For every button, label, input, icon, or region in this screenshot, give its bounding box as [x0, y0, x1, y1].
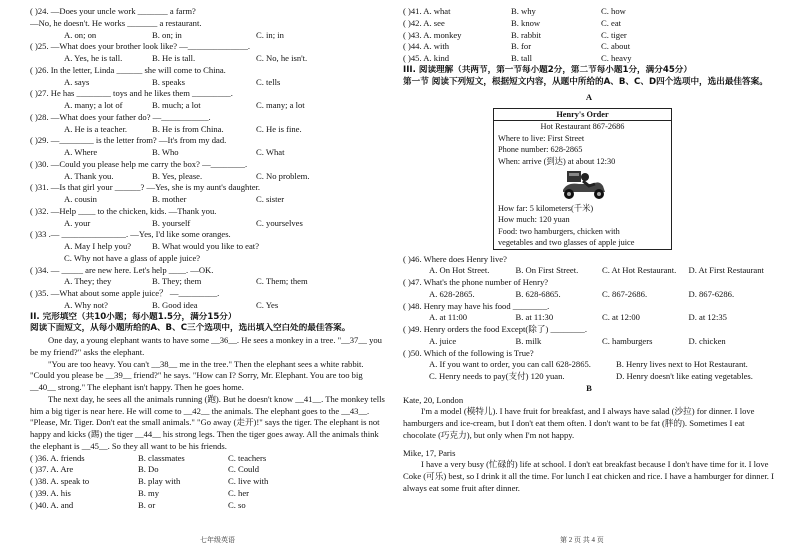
reading-question-options — [403, 312, 775, 324]
cloze-paragraph-2: "You are too heavy. You can't __38__ me in the tree." Then the elephant sees a white rabbit. "Could you please be __39__ friend?" he says. "How can I? Sorry, Mr. Elephant. You are too big __40__ strong." The elephant isn't happy. Then he goes home. — [30, 358, 364, 392]
left-column — [30, 6, 385, 511]
question-options — [30, 218, 385, 230]
cloze-option: ( )36. A. friends — [30, 452, 85, 463]
q50-option-b: B. Henry lives next to Hot Restaurant. — [616, 359, 748, 370]
mike-heading: Mike, 17, Paris — [403, 447, 456, 458]
cloze-options-left — [30, 453, 385, 512]
order-food-2: vegetables and two glasses of apple juice — [498, 238, 635, 248]
kate-text: I'm a model (模特儿). I have fruit for breakfast, and I always have salad (沙拉) for dinner. I love hamburgers and ice-cream, but I don't eat them often. I don't want to be fat (胖的). Sometimes I eat chocolate (巧克力), but only when I'm not happy. — [403, 406, 755, 440]
reading-option: D. chicken — [688, 335, 726, 346]
question-options — [30, 171, 385, 183]
option-c: C. He is fine. — [256, 123, 302, 134]
cloze-option: ( )41. A. what — [403, 6, 451, 16]
cloze-option-row — [30, 476, 385, 488]
q50-options-row2 — [403, 371, 775, 383]
cloze-paragraph-3: The next day, he sees all the animals running (跑). But he doesn't know __41__. The monkey tells him a big tiger is near here. He will come to __42__ the animals. The elephant goes to the __43__. "Please, Mr. Tiger. Don't eat the small animals." "Go away (走开)!" says the tiger. The elephant is not happy and kicks (踢) the tiger __44__ his strong legs. Then the tiger goes away. All the animals think the elephant is __45__. So they all want to be his friends. — [30, 393, 385, 451]
question-stem: —No, he doesn't. He works _______ a restaurant. — [30, 17, 202, 28]
option-c: C. No, he isn't. — [256, 53, 308, 63]
question-options — [30, 53, 385, 65]
reading-questions — [403, 254, 775, 348]
option-a: A. He is a teacher. — [64, 123, 127, 134]
section3-title: III. 阅读理解（共两节，第一节每小题2分，第二节每小题1分，满分45分） — [403, 64, 692, 75]
cloze-option-row — [403, 41, 775, 53]
cloze-option-row — [30, 488, 385, 500]
option-b: B. on; in — [152, 29, 182, 40]
cloze-option: ( )43. A. monkey — [403, 29, 462, 40]
reading-question-options — [403, 336, 775, 348]
option-a: A. says — [64, 76, 90, 87]
reading-option: A. On Hot Street. — [429, 265, 490, 276]
question-stem: ( )35. —What about some apple juice？ —_________. — [30, 288, 220, 298]
question-stem: ( )30. —Could you please help me carry the box? —________. — [30, 158, 248, 169]
cloze-option-row — [30, 464, 385, 476]
cloze-option-row — [403, 6, 775, 18]
cloze-option: C. Could — [228, 464, 260, 475]
question-stem: ( )28. —What does your father do? —___________. — [30, 111, 211, 122]
reading-option: D. 867-6286. — [688, 288, 735, 299]
cloze-option: B. or — [138, 499, 156, 510]
cloze-option-row — [30, 500, 385, 512]
reading-question-stem: ( )49. Henry orders the food Except(除了) ________. — [403, 324, 588, 335]
cloze-option: C. about — [601, 41, 631, 52]
question-stem: ( )29. —________ is the letter from? —It's from my dad. — [30, 135, 227, 146]
option-c: C. yourselves — [256, 217, 303, 228]
reading-question-stem: ( )48. Henry may have his food ________. — [403, 300, 550, 311]
cloze-option: C. heavy — [601, 53, 632, 63]
option-b: B. speaks — [152, 76, 185, 87]
order-box — [493, 108, 672, 250]
cloze-option: B. play with — [138, 476, 181, 486]
delivery-scooter-icon — [494, 167, 671, 203]
section3-instructions: 第一节 阅读下列短文，根据短文内容，从题中所给的A、B、C、D四个选项中，选出最佳答案。 — [403, 76, 768, 87]
reading-question-options — [403, 289, 775, 301]
option-a: A. cousin — [64, 194, 97, 204]
option-b: B. Yes, please. — [152, 170, 203, 181]
cloze-options-right — [403, 6, 775, 65]
cloze-option: C. live with — [228, 476, 269, 486]
order-where: Where to live: First Street — [498, 133, 585, 143]
order-food-1: Food: two hamburgers, chicken with — [498, 226, 620, 236]
reading-option: C. At Hot Restaurant. — [602, 265, 677, 276]
cloze-option: B. my — [138, 487, 160, 498]
question-stem: ( )27. He has ________ toys and he likes them _________. — [30, 88, 233, 99]
cloze-option: ( )38. A. speak to — [30, 476, 90, 486]
question-options — [30, 124, 385, 136]
cloze-paragraph-1: One day, a young elephant wants to have some __36__. He sees a monkey in a tree. "__37__ you be my friend?" asks the elephant. — [30, 335, 382, 357]
order-restaurant: Hot Restaurant 867-2686 — [540, 122, 625, 132]
question-options — [30, 194, 385, 206]
option-a: A. Thank you. — [64, 170, 114, 181]
option-a: A. Why not? — [64, 299, 108, 310]
option-b: B. What would you like to eat? — [152, 241, 260, 251]
footer-right: 第 2 页 共 4 页 — [560, 536, 604, 544]
passage-b-label: B — [586, 382, 592, 393]
question-options — [30, 100, 385, 112]
order-how-much: How much: 120 yuan — [498, 215, 570, 225]
reading-option: B. at 11:30 — [515, 312, 554, 323]
question-stem: ( )32. —Help ____ to the chicken, kids. —Thank you. — [30, 205, 217, 216]
reading-option: D. At First Restaurant — [688, 265, 764, 276]
question-options — [30, 30, 385, 42]
reading-option: C. 867-2686. — [602, 288, 648, 299]
reading-question-options — [403, 265, 775, 277]
option-c: C. What — [256, 147, 285, 157]
cloze-option: B. for — [511, 41, 532, 52]
option-b: B. He is from China. — [152, 123, 224, 134]
cloze-option: ( )42. A. see — [403, 17, 445, 28]
question-stem: ( )24. —Does your uncle work _______ a farm? — [30, 6, 196, 16]
reading-option: B. milk — [515, 335, 542, 346]
cloze-option: ( )45. A. kind — [403, 53, 450, 63]
reading-option: D. at 12:35 — [688, 312, 727, 323]
cloze-option: C. how — [601, 6, 626, 16]
option-a: A. May I help you? — [64, 241, 132, 251]
section2-instructions: 阅读下面短文，从每小题所给的A、B、C三个选项中，选出填入空白处的最佳答案。 — [30, 323, 351, 334]
question-options — [30, 241, 385, 253]
option-a: A. on; on — [64, 29, 97, 40]
order-how-far: How far: 5 kilometers(千米) — [498, 204, 594, 214]
option-a: A. Where — [64, 147, 98, 157]
option-b: B. much; a lot — [152, 100, 201, 110]
question-options: C. Why not have a glass of apple juice? — [64, 252, 201, 263]
cloze-option: ( )39. A. his — [30, 487, 71, 498]
option-c: C. Them; them — [256, 276, 308, 287]
option-b: B. He is tall. — [152, 53, 196, 63]
cloze-option: ( )40. A. and — [30, 499, 74, 510]
option-a: A. your — [64, 217, 91, 228]
q50-option-a: A. If you want to order, you can call 628-2865. — [429, 359, 591, 370]
cloze-option: B. Do — [138, 464, 159, 475]
question-options — [30, 77, 385, 89]
option-c: C. sister — [256, 194, 285, 204]
question-stem: ( )31. —Is that girl your ______? —Yes, she is my aunt's daughter. — [30, 182, 261, 193]
section2-title: II. 完形填空（共10小题；每小题1.5分，满分15分） — [30, 311, 237, 322]
question-stem: ( )25. —What does your brother look like? —______________. — [30, 41, 251, 52]
cloze-option: C. so — [228, 499, 246, 510]
q50-options-row1 — [403, 359, 775, 371]
reading-question-stem: ( )46. Where does Henry live? — [403, 253, 507, 264]
reading-option: A. juice — [429, 335, 457, 346]
cloze-option-row — [403, 18, 775, 30]
grammar-questions — [30, 6, 385, 312]
option-b: B. They; them — [152, 276, 202, 287]
option-b: B. yourself — [152, 217, 191, 228]
question-stem: ( )26. In the letter, Linda ______ she will come to China. — [30, 64, 226, 75]
option-c: C. in; in — [256, 29, 284, 40]
footer-left: 七年级英语 — [200, 536, 235, 544]
cloze-option: B. classmates — [138, 452, 185, 463]
question-options — [30, 300, 385, 312]
option-c: C. Yes — [256, 299, 279, 310]
option-c: C. No problem. — [256, 170, 310, 181]
reading-option: B. 628-6865. — [515, 288, 561, 299]
cloze-option: C. her — [228, 487, 250, 498]
reading-option: C. hamburgers — [602, 335, 653, 346]
reading-option: C. at 12:00 — [602, 312, 640, 323]
cloze-option: C. teachers — [228, 452, 267, 463]
question-options — [30, 147, 385, 159]
option-a: A. Yes, he is tall. — [64, 53, 123, 63]
question-50: ( )50. Which of the following is True? — [403, 347, 534, 358]
kate-heading: Kate, 20, London — [403, 394, 464, 405]
cloze-option-row — [403, 30, 775, 42]
passage-a-label: A — [585, 92, 593, 103]
right-column — [403, 6, 775, 495]
q50-option-c: C. Henry needs to pay(支付) 120 yuan. — [429, 371, 565, 382]
question-stem: ( )34. — _____ are new here. Let's help ____. —OK. — [30, 264, 214, 275]
cloze-option: B. know — [511, 17, 541, 28]
option-b: B. Who — [152, 147, 179, 157]
mike-text: I have a very busy (忙碌的) life at school. I don't eat breakfast because I don't have time for it. I love Coke (可乐) best, so I drink it all the time. For lunch I eat chicken and rice. I have a hamburger for dinner. I always eat some fruit after dinner. — [403, 459, 774, 493]
option-c: C. many; a lot — [256, 100, 305, 110]
cloze-option: B. rabbit — [511, 29, 542, 40]
option-a: A. They; they — [64, 276, 112, 287]
reading-option: A. 628-2865. — [429, 288, 475, 299]
option-b: B. mother — [152, 194, 187, 204]
order-when: When: arrive (到达) at about 12:30 — [498, 156, 616, 166]
question-options — [30, 276, 385, 288]
option-b: B. Good idea — [152, 299, 198, 310]
cloze-option: C. tiger — [601, 29, 627, 40]
option-c: C. tells — [256, 76, 281, 87]
option-a: A. many; a lot of — [64, 100, 123, 110]
cloze-option: B. why — [511, 6, 536, 16]
cloze-option: ( )44. A. with — [403, 41, 450, 52]
cloze-option: C. eat — [601, 17, 622, 28]
cloze-option-row — [30, 453, 385, 465]
reading-question-stem: ( )47. What's the phone number of Henry? — [403, 277, 549, 288]
cloze-option: B. tall — [511, 53, 533, 63]
order-title: Henry's Order — [494, 109, 671, 121]
reading-option: B. On First Street. — [515, 265, 579, 276]
q50-option-d: D. Henry doesn't like eating vegetables. — [616, 371, 753, 382]
reading-option: A. at 11:00 — [429, 312, 468, 323]
question-stem: ( )33 .— _______________. —Yes, I'd like some oranges. — [30, 229, 231, 240]
order-phone: Phone number: 628-2865 — [498, 145, 583, 155]
cloze-option: ( )37. A. Are — [30, 464, 74, 475]
cloze-option-row — [403, 53, 775, 65]
